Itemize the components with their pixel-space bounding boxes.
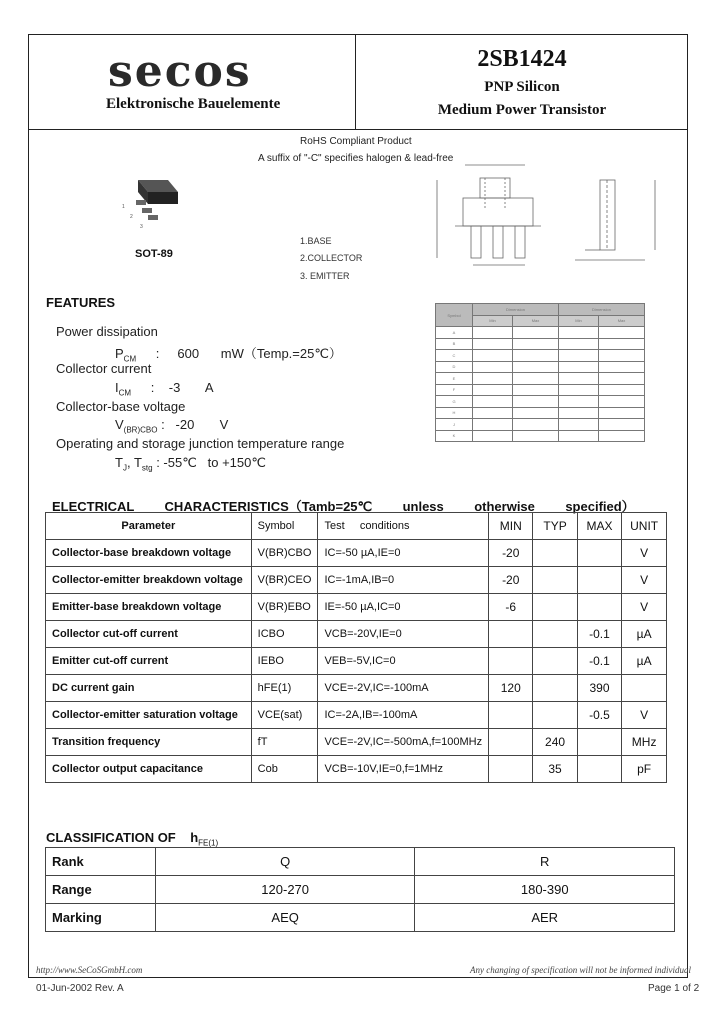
footer-date: 01-Jun-2002 Rev. A [36, 983, 124, 994]
header-parameter: Parameter [46, 513, 252, 540]
row-r: R [415, 848, 675, 876]
pcm-subscript: CM [123, 354, 137, 364]
row-typ [533, 648, 577, 675]
row-min: -20 [489, 567, 533, 594]
tstg-symbol: , T [126, 455, 142, 470]
row-min: -6 [489, 594, 533, 621]
table-row [46, 675, 667, 702]
row-min [489, 621, 533, 648]
row-min [489, 648, 533, 675]
table-row [46, 756, 667, 783]
vcbo-subscript: (BR)CBO [123, 425, 158, 435]
pin-emitter: 3. EMITTER [300, 271, 350, 281]
tj-symbol: T [115, 455, 123, 470]
row-typ: 35 [533, 756, 577, 783]
row-min: 120 [489, 675, 533, 702]
rohs-line-1: RoHS Compliant Product [300, 136, 412, 147]
header-min: MIN [489, 513, 533, 540]
row-typ: 240 [533, 729, 577, 756]
table-header-row [46, 513, 667, 540]
table-row [46, 904, 675, 932]
row-unit [622, 675, 667, 702]
footer-page: Page 1 of 2 [648, 983, 700, 994]
features-title: FEATURES [46, 295, 116, 310]
vcbo-symbol: V [115, 417, 124, 432]
header-symbol: Symbol [251, 513, 318, 540]
row-conditions: IC=-2A,IB=-100mA [318, 702, 489, 729]
row-symbol: hFE(1) [251, 675, 318, 702]
row-max [577, 540, 622, 567]
vcbo-row [115, 417, 228, 435]
row-typ [533, 594, 577, 621]
row-unit: µA [622, 621, 667, 648]
part-number: 2SB1424 [477, 46, 567, 72]
row-symbol: V(BR)EBO [251, 594, 318, 621]
row-conditions: VCE=-2V,IC=-500mA,f=100MHz [318, 729, 489, 756]
classification-table [45, 847, 675, 932]
row-min [489, 756, 533, 783]
package-name: SOT-89 [135, 248, 173, 260]
row-conditions: IC=-50 µA,IE=0 [318, 540, 489, 567]
row-unit: V [622, 540, 667, 567]
company-logo: secos [108, 46, 252, 97]
row-r: AER [415, 904, 675, 932]
dimension-table: Symbol Dimension Dimension Min Max Min Max A B C D E F G H J K [435, 303, 645, 442]
row-typ [533, 621, 577, 648]
row-conditions: VEB=-5V,IC=0 [318, 648, 489, 675]
header-typ: TYP [533, 513, 577, 540]
classification-title-text: CLASSIFICATION OF h [46, 830, 199, 845]
row-max [577, 756, 622, 783]
row-label: Rank [46, 848, 156, 876]
row-r: 180-390 [415, 876, 675, 904]
device-type: PNP Silicon [484, 79, 560, 95]
row-parameter: Collector-base breakdown voltage [46, 540, 252, 567]
package-dimension-drawing [425, 160, 670, 272]
classification-title-subscript: FE(1) [198, 838, 219, 848]
table-row [46, 702, 667, 729]
table-row [46, 621, 667, 648]
row-unit: µA [622, 648, 667, 675]
row-max [577, 567, 622, 594]
header-divider-horizontal [28, 129, 688, 130]
electrical-characteristics-title: ELECTRICAL CHARACTERISTICS（Tamb=25℃ unless otherwise specified） [52, 499, 635, 514]
rohs-line-2: A suffix of "-C" specifies halogen & lead-free [258, 153, 454, 164]
power-dissipation-label: Power dissipation [56, 324, 158, 339]
table-row [46, 567, 667, 594]
header-max: MAX [577, 513, 622, 540]
svg-text:1: 1 [122, 204, 125, 210]
row-unit: MHz [622, 729, 667, 756]
icm-value: : -3 A [150, 380, 214, 395]
icm-symbol: I [115, 380, 119, 395]
row-symbol: Cob [251, 756, 318, 783]
row-parameter: Collector output capacitance [46, 756, 252, 783]
pcm-symbol: P [115, 346, 124, 361]
row-symbol: ICBO [251, 621, 318, 648]
header-conditions: Test conditions [318, 513, 489, 540]
row-typ [533, 675, 577, 702]
footer-url[interactable]: http://www.SeCoSGmbH.com [36, 965, 143, 975]
row-parameter: Collector-emitter saturation voltage [46, 702, 252, 729]
row-parameter: Transition frequency [46, 729, 252, 756]
row-symbol: VCE(sat) [251, 702, 318, 729]
tj-subscript: J [122, 463, 127, 473]
row-q: 120-270 [155, 876, 415, 904]
row-conditions: IC=-1mA,IB=0 [318, 567, 489, 594]
row-max: -0.1 [577, 648, 622, 675]
row-max [577, 729, 622, 756]
row-typ [533, 567, 577, 594]
pcm-value: : 600 mW（Temp.=25℃） [155, 346, 342, 361]
row-unit: pF [622, 756, 667, 783]
row-symbol: V(BR)CEO [251, 567, 318, 594]
table-row [46, 648, 667, 675]
row-max: -0.1 [577, 621, 622, 648]
header-unit: UNIT [622, 513, 667, 540]
row-min [489, 702, 533, 729]
row-typ [533, 540, 577, 567]
pin-base: 1.BASE [300, 236, 332, 246]
row-symbol: IEBO [251, 648, 318, 675]
row-unit: V [622, 594, 667, 621]
row-min: -20 [489, 540, 533, 567]
temperature-range-label: Operating and storage junction temperature range [56, 436, 345, 451]
icm-subscript: CM [118, 388, 132, 398]
row-conditions: VCB=-20V,IE=0 [318, 621, 489, 648]
row-parameter: DC current gain [46, 675, 252, 702]
row-unit: V [622, 702, 667, 729]
tstg-subscript: stg [141, 463, 153, 473]
row-conditions: VCB=-10V,IE=0,f=1MHz [318, 756, 489, 783]
row-conditions: VCE=-2V,IC=-100mA [318, 675, 489, 702]
row-parameter: Emitter cut-off current [46, 648, 252, 675]
electrical-characteristics-table [45, 512, 667, 783]
table-row [46, 848, 675, 876]
device-description: Medium Power Transistor [437, 102, 607, 118]
company-tagline: Elektronische Bauelemente [106, 96, 281, 112]
row-typ [533, 702, 577, 729]
table-row [46, 876, 675, 904]
sot89-package-icon [118, 170, 188, 230]
footer-note: Any changing of specification will not be informed individual [470, 965, 691, 975]
table-row [46, 540, 667, 567]
row-max: 390 [577, 675, 622, 702]
row-parameter: Emitter-base breakdown voltage [46, 594, 252, 621]
row-symbol: V(BR)CBO [251, 540, 318, 567]
row-max: -0.5 [577, 702, 622, 729]
row-symbol: fT [251, 729, 318, 756]
row-q: AEQ [155, 904, 415, 932]
temperature-value: : -55℃ to +150℃ [156, 455, 266, 470]
table-row [46, 729, 667, 756]
row-max [577, 594, 622, 621]
classification-title [46, 830, 218, 848]
row-label: Range [46, 876, 156, 904]
row-parameter: Collector-emitter breakdown voltage [46, 567, 252, 594]
vcbo-value: : -20 V [161, 417, 229, 432]
row-q: Q [155, 848, 415, 876]
icm-row [115, 380, 214, 398]
collector-base-voltage-label: Collector-base voltage [56, 399, 186, 414]
svg-text:2: 2 [130, 214, 133, 220]
svg-text:3: 3 [140, 224, 143, 230]
row-conditions: IE=-50 µA,IC=0 [318, 594, 489, 621]
row-min [489, 729, 533, 756]
row-unit: V [622, 567, 667, 594]
row-parameter: Collector cut-off current [46, 621, 252, 648]
pin-collector: 2.COLLECTOR [300, 253, 363, 263]
row-label: Marking [46, 904, 156, 932]
table-row [46, 594, 667, 621]
temperature-row [115, 455, 266, 473]
collector-current-label: Collector current [56, 361, 152, 376]
